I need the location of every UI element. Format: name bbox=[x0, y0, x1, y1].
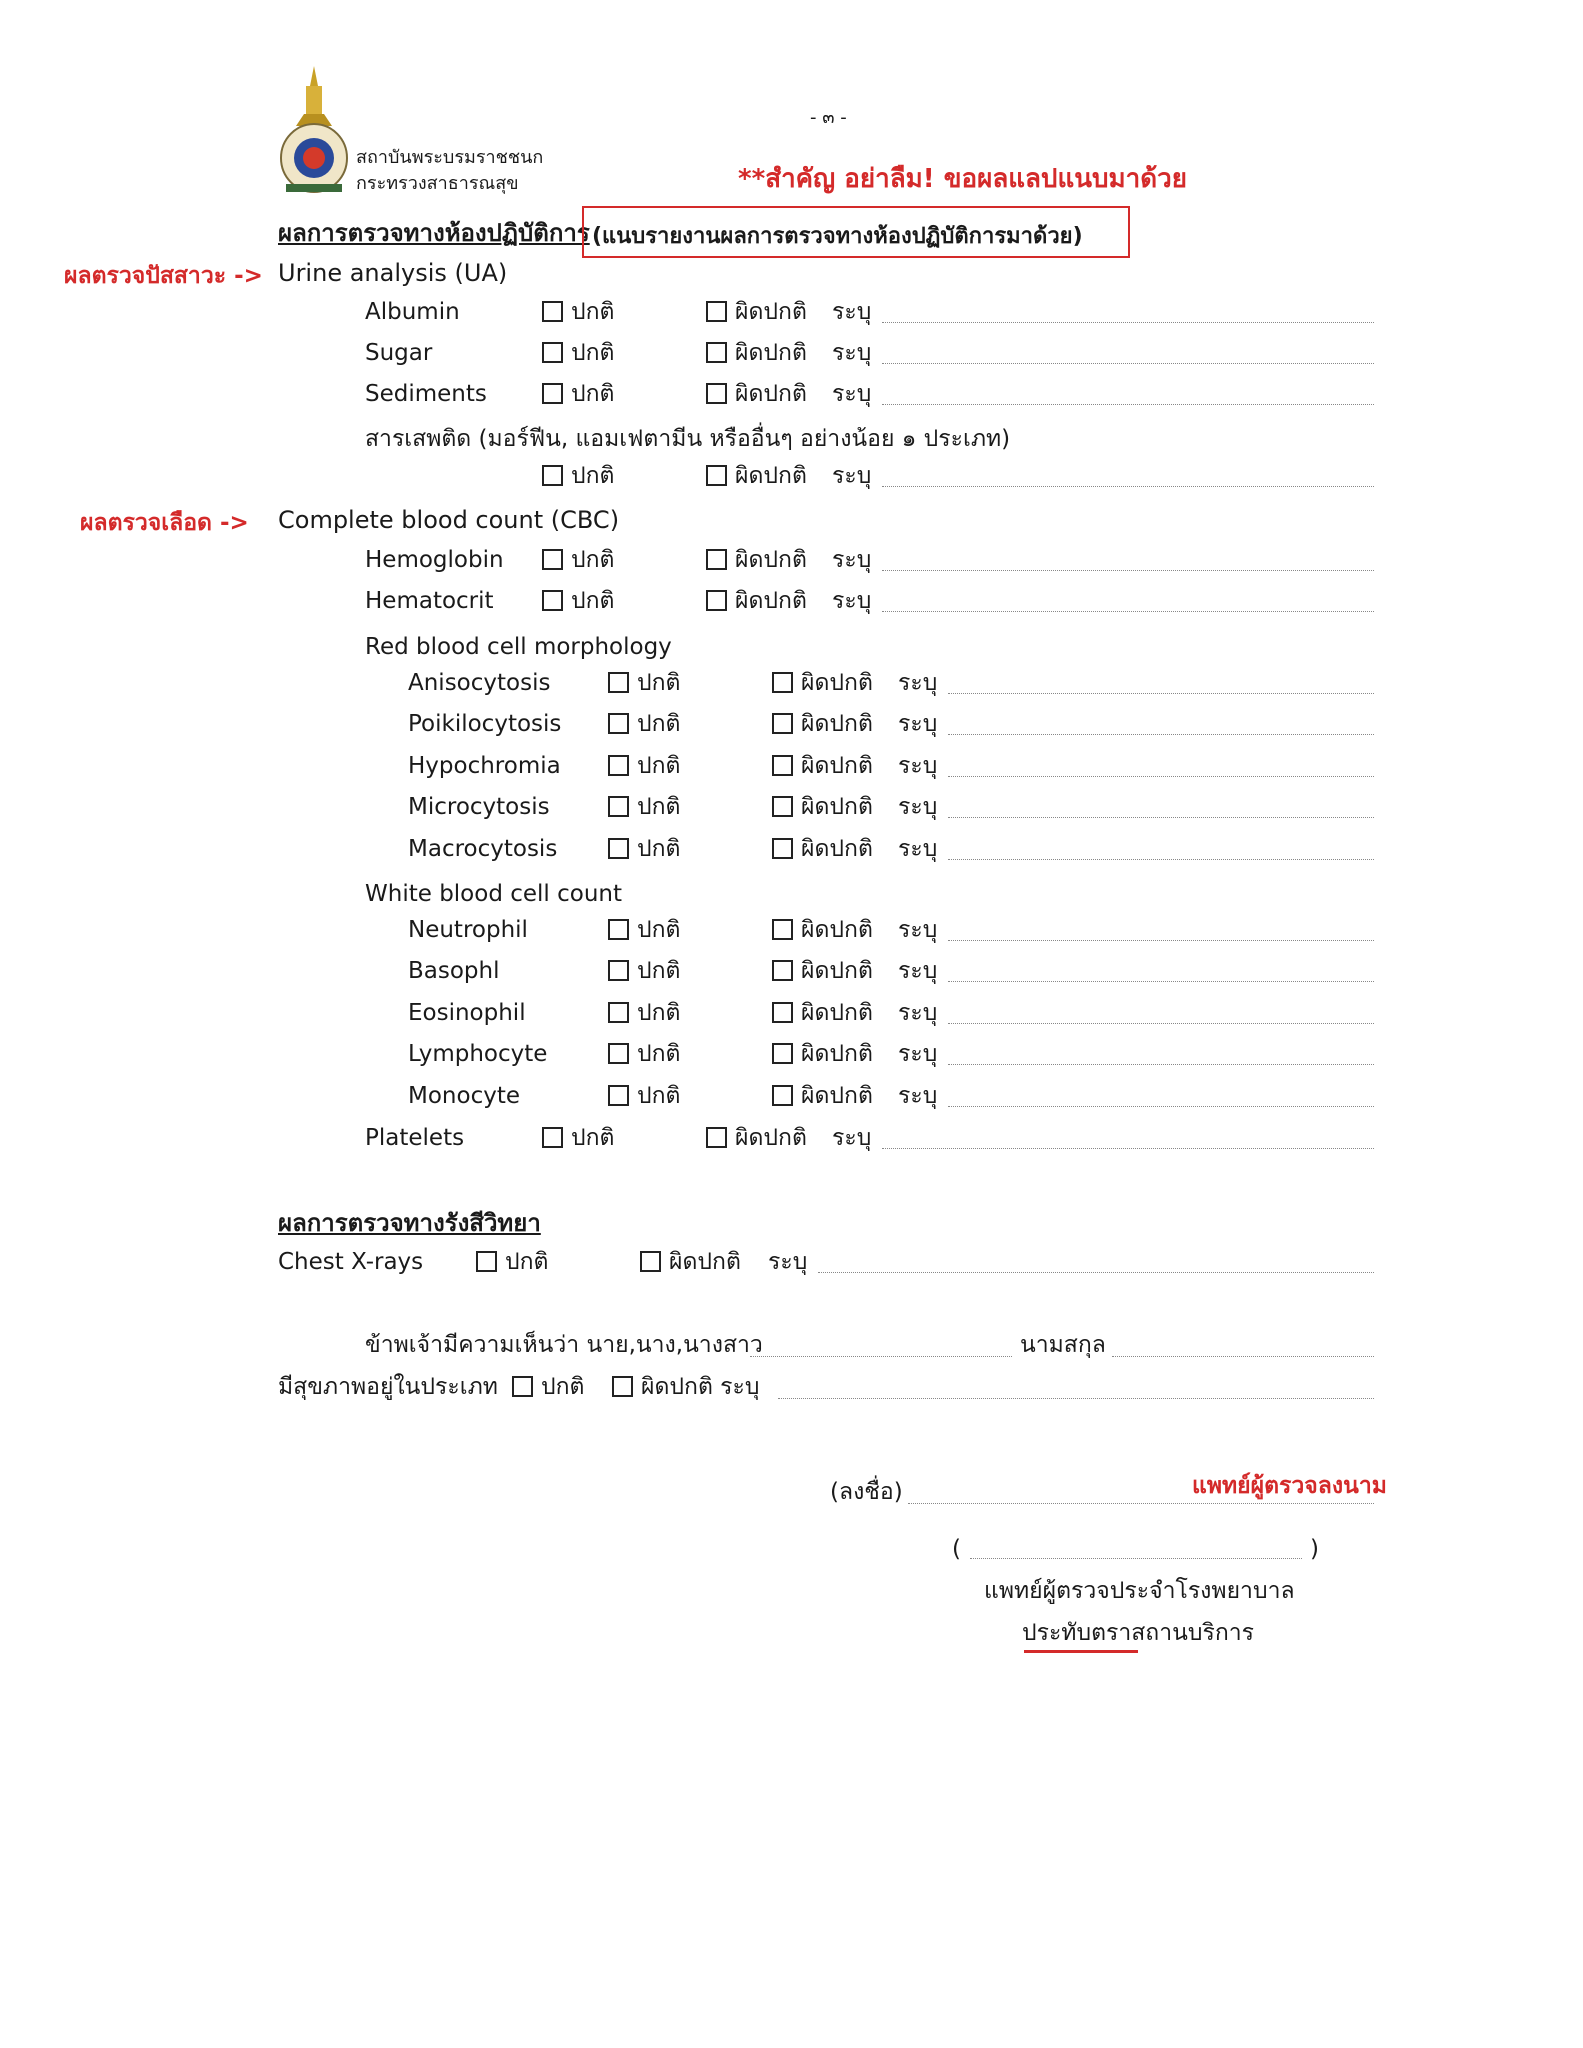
abnormal-checkbox[interactable] bbox=[772, 796, 793, 817]
abnormal-checkbox[interactable] bbox=[772, 1002, 793, 1023]
normal-option[interactable] bbox=[608, 997, 680, 1029]
stamp-underline bbox=[1024, 1650, 1138, 1653]
overall-normal-option[interactable] bbox=[512, 1372, 584, 1402]
normal-checkbox[interactable] bbox=[608, 1085, 629, 1106]
specify-label: ระบุ bbox=[898, 794, 938, 821]
item-label: Sugar bbox=[365, 340, 433, 366]
abnormal-checkbox[interactable] bbox=[772, 1043, 793, 1064]
urine-title: Urine analysis (UA) bbox=[278, 259, 508, 287]
row-wbc-2 bbox=[0, 997, 1583, 1029]
normal-checkbox[interactable] bbox=[542, 383, 563, 404]
abnormal-checkbox[interactable] bbox=[772, 838, 793, 859]
abnormal-option[interactable] bbox=[706, 460, 807, 492]
normal-label: ปกติ bbox=[637, 711, 681, 738]
item-label: Lymphocyte bbox=[408, 1041, 548, 1068]
normal-option[interactable] bbox=[608, 914, 680, 946]
specify-field[interactable] bbox=[948, 1023, 1374, 1024]
normal-label: ปกติ bbox=[571, 381, 615, 407]
opinion-line1: ข้าพเจ้ามีความเห็นว่า นาย,นาง,นางสาว bbox=[365, 1332, 763, 1358]
normal-checkbox[interactable] bbox=[608, 713, 629, 734]
abnormal-checkbox[interactable] bbox=[772, 960, 793, 981]
abnormal-option[interactable] bbox=[706, 378, 807, 410]
specify-field[interactable] bbox=[882, 570, 1374, 571]
normal-checkbox[interactable] bbox=[608, 1043, 629, 1064]
normal-option[interactable] bbox=[542, 296, 614, 328]
row-rbc-0 bbox=[0, 667, 1583, 699]
ministry-name: กระทรวงสาธารณสุข bbox=[356, 173, 519, 194]
specify-field[interactable] bbox=[818, 1272, 1374, 1273]
abnormal-label: ผิดปกติ bbox=[669, 1249, 741, 1275]
abnormal-label: ผิดปกติ bbox=[801, 917, 873, 943]
abnormal-option[interactable] bbox=[772, 750, 873, 782]
specify-label: ระบุ bbox=[832, 1125, 872, 1151]
row-rbc-4 bbox=[0, 833, 1583, 865]
row-urine-2 bbox=[0, 378, 1583, 410]
specify-label: ระบุ bbox=[898, 917, 938, 943]
row-wbc-3 bbox=[0, 1038, 1583, 1070]
row-cbc-1 bbox=[0, 585, 1583, 617]
row-rbc-1 bbox=[0, 708, 1583, 740]
normal-checkbox[interactable] bbox=[608, 755, 629, 776]
abnormal-option[interactable] bbox=[772, 708, 873, 740]
abnormal-option[interactable] bbox=[772, 667, 873, 699]
normal-checkbox[interactable] bbox=[608, 796, 629, 817]
surname-field[interactable] bbox=[1112, 1356, 1374, 1357]
abnormal-label: ผิดปกติ bbox=[735, 340, 807, 366]
abnormal-option[interactable] bbox=[706, 296, 807, 328]
normal-option[interactable] bbox=[542, 544, 614, 576]
doctor-name-field[interactable] bbox=[970, 1558, 1302, 1559]
page-number: - ๓ - bbox=[810, 107, 847, 128]
specify-label: ระบุ bbox=[832, 340, 872, 366]
row-drug bbox=[0, 460, 1583, 492]
specify-field[interactable] bbox=[948, 859, 1374, 860]
abnormal-checkbox[interactable] bbox=[706, 549, 727, 570]
abnormal-checkbox[interactable] bbox=[640, 1251, 661, 1272]
normal-label: ปกติ bbox=[571, 463, 615, 489]
rbc-title: Red blood cell morphology bbox=[365, 634, 672, 660]
cbc-title: Complete blood count (CBC) bbox=[278, 506, 620, 534]
abnormal-checkbox[interactable] bbox=[706, 1127, 727, 1148]
normal-checkbox[interactable] bbox=[476, 1251, 497, 1272]
abnormal-option[interactable] bbox=[772, 1038, 873, 1070]
specify-label: ระบุ bbox=[768, 1249, 808, 1275]
abnormal-label: ผิดปกติ bbox=[735, 1125, 807, 1151]
specify-field[interactable] bbox=[882, 322, 1374, 323]
specify-field[interactable] bbox=[882, 363, 1374, 364]
overall-specify-field[interactable] bbox=[778, 1398, 1374, 1399]
normal-checkbox[interactable] bbox=[542, 301, 563, 322]
normal-option[interactable] bbox=[608, 833, 680, 865]
institution-logo bbox=[278, 66, 350, 196]
specify-field[interactable] bbox=[948, 981, 1374, 982]
specify-label: ระบุ bbox=[898, 958, 938, 985]
normal-option[interactable] bbox=[542, 585, 614, 617]
normal-label: ปกติ bbox=[637, 1041, 681, 1068]
normal-checkbox[interactable] bbox=[608, 960, 629, 981]
item-label: Hemoglobin bbox=[365, 547, 504, 573]
normal-label: ปกติ bbox=[637, 917, 681, 943]
normal-checkbox[interactable] bbox=[608, 919, 629, 940]
normal-label: ปกติ bbox=[637, 835, 681, 862]
row-platelets bbox=[0, 1122, 1583, 1154]
paren-close: ) bbox=[1310, 1536, 1319, 1562]
blood-arrow-label: ผลตรวจเลือด -> bbox=[80, 510, 249, 536]
normal-option[interactable] bbox=[542, 1122, 614, 1154]
important-note: **สำคัญ อย่าลืม! ขอผลแลปแนบมาด้วย bbox=[738, 164, 1187, 194]
normal-option[interactable] bbox=[608, 1038, 680, 1070]
abnormal-label: ผิดปกติ bbox=[735, 588, 807, 614]
specify-label: ระบุ bbox=[898, 1041, 938, 1068]
abnormal-label: ผิดปกติ bbox=[801, 1082, 873, 1109]
row-rbc-2 bbox=[0, 750, 1583, 782]
item-label: Neutrophil bbox=[408, 917, 528, 943]
normal-label: ปกติ bbox=[571, 1125, 615, 1151]
abnormal-checkbox[interactable] bbox=[706, 383, 727, 404]
overall-abnormal-option[interactable] bbox=[612, 1372, 760, 1402]
normal-label: ปกติ bbox=[637, 670, 681, 696]
item-label: Anisocytosis bbox=[408, 670, 551, 696]
abnormal-option[interactable] bbox=[772, 955, 873, 987]
row-urine-0 bbox=[0, 296, 1583, 328]
normal-option[interactable] bbox=[608, 750, 680, 782]
abnormal-label: ผิดปกติ bbox=[801, 752, 873, 779]
item-label: Hypochromia bbox=[408, 752, 561, 779]
attach-report-box bbox=[582, 206, 1130, 258]
normal-label: ปกติ bbox=[637, 752, 681, 779]
specify-label: ระบุ bbox=[832, 299, 872, 325]
normal-label: ปกติ bbox=[571, 340, 615, 366]
overall-normal-checkbox[interactable] bbox=[512, 1376, 533, 1397]
item-label: Eosinophil bbox=[408, 999, 526, 1026]
normal-checkbox[interactable] bbox=[608, 1002, 629, 1023]
specify-field[interactable] bbox=[948, 693, 1374, 694]
abnormal-label: ผิดปกติ bbox=[801, 670, 873, 696]
abnormal-option[interactable] bbox=[640, 1246, 741, 1278]
doctor-role: แพทย์ผู้ตรวจประจำโรงพยาบาล bbox=[984, 1578, 1295, 1604]
specify-field[interactable] bbox=[882, 486, 1374, 487]
normal-checkbox[interactable] bbox=[542, 590, 563, 611]
row-rbc-3 bbox=[0, 791, 1583, 823]
specify-label: ระบุ bbox=[898, 752, 938, 779]
row-cbc-0 bbox=[0, 544, 1583, 576]
abnormal-label: ผิดปกติ bbox=[801, 1041, 873, 1068]
abnormal-label: ผิดปกติ bbox=[735, 463, 807, 489]
normal-label: ปกติ bbox=[637, 958, 681, 985]
specify-label: ระบุ bbox=[898, 670, 938, 696]
stamp-label: ประทับตราสถานบริการ bbox=[1022, 1620, 1255, 1646]
abnormal-option[interactable] bbox=[706, 337, 807, 369]
abnormal-checkbox[interactable] bbox=[706, 590, 727, 611]
specify-label: ระบุ bbox=[898, 1082, 938, 1109]
overall-abnormal-label: ผิดปกติ ระบุ bbox=[641, 1374, 760, 1400]
normal-checkbox[interactable] bbox=[542, 549, 563, 570]
specify-field[interactable] bbox=[948, 817, 1374, 818]
doctor-sign-note: แพทย์ผู้ตรวจลงนาม bbox=[1192, 1473, 1387, 1499]
abnormal-label: ผิดปกติ bbox=[801, 835, 873, 862]
specify-label: ระบุ bbox=[832, 463, 872, 489]
abnormal-option[interactable] bbox=[772, 833, 873, 865]
item-label: Macrocytosis bbox=[408, 835, 558, 862]
paren-open: ( bbox=[952, 1536, 961, 1562]
specify-label: ระบุ bbox=[832, 588, 872, 614]
abnormal-checkbox[interactable] bbox=[706, 301, 727, 322]
normal-option[interactable] bbox=[542, 337, 614, 369]
normal-option[interactable] bbox=[542, 378, 614, 410]
abnormal-option[interactable] bbox=[706, 1122, 807, 1154]
abnormal-checkbox[interactable] bbox=[706, 342, 727, 363]
normal-checkbox[interactable] bbox=[608, 672, 629, 693]
abnormal-option[interactable] bbox=[706, 585, 807, 617]
normal-checkbox[interactable] bbox=[542, 1127, 563, 1148]
abnormal-checkbox[interactable] bbox=[772, 1085, 793, 1106]
sign-label: (ลงชื่อ) bbox=[830, 1479, 903, 1505]
abnormal-option[interactable] bbox=[772, 914, 873, 946]
specify-field[interactable] bbox=[882, 611, 1374, 612]
item-label: Chest X-rays bbox=[278, 1249, 424, 1275]
item-label: Monocyte bbox=[408, 1082, 520, 1109]
institution-name: สถาบันพระบรมราชชนก bbox=[356, 147, 544, 168]
urine-arrow-label: ผลตรวจปัสสาวะ -> bbox=[64, 263, 263, 289]
abnormal-checkbox[interactable] bbox=[772, 672, 793, 693]
abnormal-label: ผิดปกติ bbox=[801, 999, 873, 1026]
specify-label: ระบุ bbox=[898, 711, 938, 738]
normal-option[interactable] bbox=[608, 791, 680, 823]
normal-option[interactable] bbox=[608, 1080, 680, 1112]
normal-label: ปกติ bbox=[637, 794, 681, 821]
normal-option[interactable] bbox=[608, 667, 680, 699]
normal-label: ปกติ bbox=[505, 1249, 549, 1275]
abnormal-option[interactable] bbox=[772, 791, 873, 823]
specify-label: ระบุ bbox=[832, 547, 872, 573]
abnormal-checkbox[interactable] bbox=[706, 465, 727, 486]
normal-label: ปกติ bbox=[571, 588, 615, 614]
specify-field[interactable] bbox=[948, 1106, 1374, 1107]
abnormal-checkbox[interactable] bbox=[772, 919, 793, 940]
item-label: Microcytosis bbox=[408, 794, 550, 821]
name-field[interactable] bbox=[750, 1356, 1012, 1357]
specify-field[interactable] bbox=[882, 404, 1374, 405]
radiology-title: ผลการตรวจทางรังสีวิทยา bbox=[278, 1209, 541, 1237]
health-category-label: มีสุขภาพอยู่ในประเภท bbox=[278, 1374, 498, 1400]
normal-label: ปกติ bbox=[637, 1082, 681, 1109]
drug-test-label: สารเสพติด (มอร์ฟีน, แอมเฟตามีน หรืออื่นๆ อย่างน้อย ๑ ประเภท) bbox=[365, 426, 1011, 452]
row-wbc-1 bbox=[0, 955, 1583, 987]
item-label: Poikilocytosis bbox=[408, 711, 562, 738]
row-wbc-0 bbox=[0, 914, 1583, 946]
abnormal-label: ผิดปกติ bbox=[801, 794, 873, 821]
specify-label: ระบุ bbox=[898, 999, 938, 1026]
specify-field[interactable] bbox=[948, 776, 1374, 777]
normal-option[interactable] bbox=[542, 460, 614, 492]
abnormal-checkbox[interactable] bbox=[772, 713, 793, 734]
specify-field[interactable] bbox=[948, 1064, 1374, 1065]
lab-section-title: ผลการตรวจทางห้องปฏิบัติการ bbox=[278, 219, 590, 247]
normal-label: ปกติ bbox=[571, 547, 615, 573]
abnormal-label: ผิดปกติ bbox=[735, 299, 807, 325]
specify-field[interactable] bbox=[882, 1148, 1374, 1149]
row-chest-xray bbox=[0, 1246, 1583, 1278]
abnormal-label: ผิดปกติ bbox=[801, 958, 873, 985]
abnormal-label: ผิดปกติ bbox=[735, 381, 807, 407]
normal-checkbox[interactable] bbox=[608, 838, 629, 859]
item-label: Hematocrit bbox=[365, 588, 494, 614]
abnormal-label: ผิดปกติ bbox=[801, 711, 873, 738]
normal-option[interactable] bbox=[608, 708, 680, 740]
abnormal-option[interactable] bbox=[772, 997, 873, 1029]
normal-option[interactable] bbox=[476, 1246, 548, 1278]
item-label: Sediments bbox=[365, 381, 487, 407]
abnormal-option[interactable] bbox=[772, 1080, 873, 1112]
abnormal-option[interactable] bbox=[706, 544, 807, 576]
abnormal-checkbox[interactable] bbox=[772, 755, 793, 776]
overall-abnormal-checkbox[interactable] bbox=[612, 1376, 633, 1397]
item-label: Basophl bbox=[408, 958, 500, 985]
attach-report-note: (แนบรายงานผลการตรวจทางห้องปฏิบัติการมาด้วย) bbox=[592, 224, 1083, 249]
surname-label: นามสกุล bbox=[1020, 1332, 1106, 1358]
wbc-title: White blood cell count bbox=[365, 881, 623, 907]
specify-field[interactable] bbox=[948, 734, 1374, 735]
normal-option[interactable] bbox=[608, 955, 680, 987]
overall-normal-label: ปกติ bbox=[541, 1374, 585, 1400]
row-urine-1 bbox=[0, 337, 1583, 369]
normal-checkbox[interactable] bbox=[542, 465, 563, 486]
item-label: Platelets bbox=[365, 1125, 465, 1151]
normal-label: ปกติ bbox=[571, 299, 615, 325]
specify-label: ระบุ bbox=[832, 381, 872, 407]
row-wbc-4 bbox=[0, 1080, 1583, 1112]
normal-checkbox[interactable] bbox=[542, 342, 563, 363]
item-label: Albumin bbox=[365, 299, 460, 325]
specify-field[interactable] bbox=[948, 940, 1374, 941]
specify-label: ระบุ bbox=[898, 835, 938, 862]
abnormal-label: ผิดปกติ bbox=[735, 547, 807, 573]
normal-label: ปกติ bbox=[637, 999, 681, 1026]
